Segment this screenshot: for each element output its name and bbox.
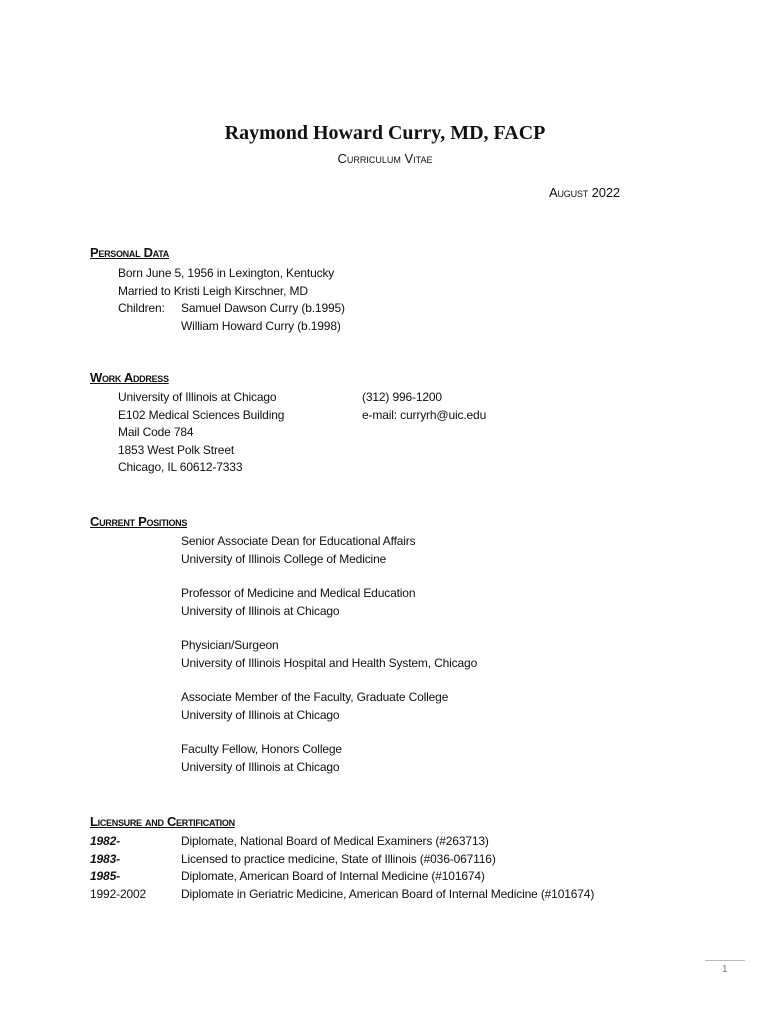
licensure-year: 1982- <box>90 834 120 848</box>
licensure-row <box>0 868 770 886</box>
licensure-text: Diplomate in Geriatric Medicine, American Board of Internal Medicine (#101674) <box>181 886 595 901</box>
position-title: Faculty Fellow, Honors College <box>181 742 342 756</box>
position-org: University of Illinois at Chicago <box>181 603 340 618</box>
child-1: Samuel Dawson Curry (b.1995) <box>181 301 345 315</box>
position-item <box>181 533 477 568</box>
address-line: Chicago, IL 60612-7333 <box>118 460 243 474</box>
marriage-info: Married to Kristi Leigh Kirschner, MD <box>118 283 308 298</box>
work-contact <box>362 389 486 424</box>
licensure-row <box>0 833 770 851</box>
work-address-heading: Work Address <box>90 370 169 385</box>
position-org: University of Illinois Hospital and Health System, Chicago <box>181 655 478 670</box>
position-title: Associate Member of the Faculty, Graduate College <box>181 690 449 704</box>
address-line: University of Illinois at Chicago <box>118 390 277 404</box>
licensure-list <box>0 833 770 903</box>
birth-info: Born June 5, 1956 in Lexington, Kentucky <box>118 266 335 280</box>
position-item <box>181 585 477 620</box>
licensure-year: 1983- <box>90 851 120 866</box>
position-title: Physician/Surgeon <box>181 638 279 652</box>
licensure-text: Diplomate, American Board of Internal Medicine (#101674) <box>181 869 485 883</box>
child-2: William Howard Curry (b.1998) <box>181 318 341 333</box>
licensure-text: Diplomate, National Board of Medical Examiners (#263713) <box>181 834 489 848</box>
phone: (312) 996-1200 <box>362 390 442 404</box>
position-org: University of Illinois at Chicago <box>181 759 340 774</box>
cv-subtitle: Curriculum Vitae <box>337 151 433 166</box>
licensure-row <box>0 886 770 904</box>
email: e-mail: curryrh@uic.edu <box>362 407 487 422</box>
licensure-year: 1985- <box>90 869 120 883</box>
page-number: 1 <box>722 964 728 975</box>
cv-name: Raymond Howard Curry, MD, FACP <box>224 122 546 144</box>
licensure-year: 1992-2002 <box>90 886 147 901</box>
children-label: Children: <box>118 301 165 315</box>
position-org: University of Illinois College of Medicine <box>181 551 387 566</box>
position-org: University of Illinois at Chicago <box>181 707 340 722</box>
cv-date: August 2022 <box>548 185 620 200</box>
position-item <box>181 637 477 672</box>
address-line: Mail Code 784 <box>118 425 194 439</box>
personal-data-heading: Personal Data <box>90 245 169 260</box>
address-line: E102 Medical Sciences Building <box>118 407 285 422</box>
licensure-text: Licensed to practice medicine, State of Illinois (#036-067116) <box>181 851 496 866</box>
positions-list <box>181 533 477 776</box>
position-title: Professor of Medicine and Medical Education <box>181 586 416 600</box>
position-title: Senior Associate Dean for Educational Affairs <box>181 534 416 548</box>
address-line: 1853 West Polk Street <box>118 442 235 457</box>
work-address <box>118 389 284 477</box>
position-item <box>181 741 477 776</box>
current-positions-heading: Current Positions <box>90 514 188 529</box>
footer-divider <box>705 960 745 961</box>
licensure-heading: Licensure and Certification <box>90 814 235 829</box>
position-item <box>181 689 477 724</box>
licensure-row <box>0 851 770 869</box>
